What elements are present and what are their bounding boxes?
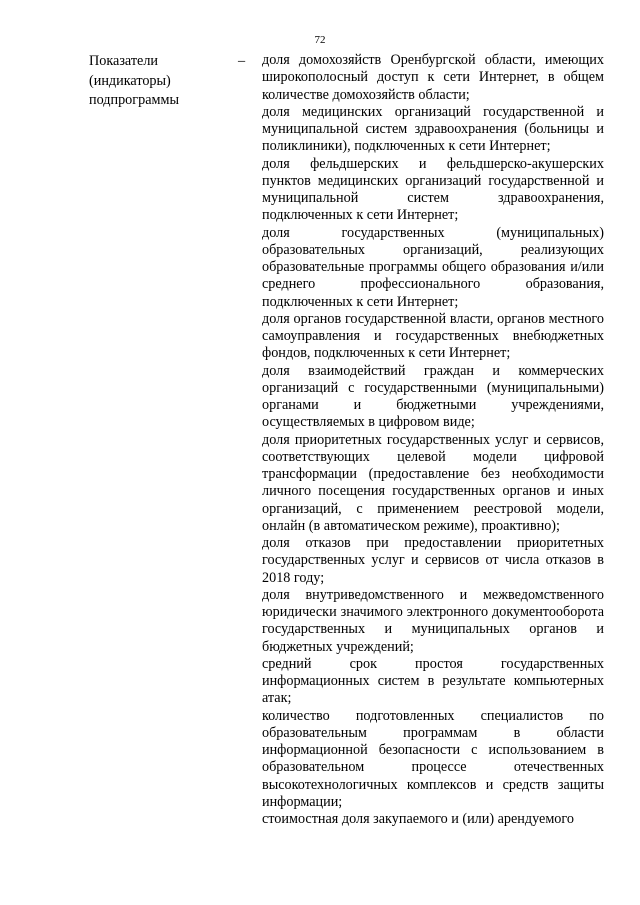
indicator-item: доля внутриведомственного и межведомственного юридически значимого электронного документооборота государственных и муниципальных органов и бюджетных учреждений; xyxy=(262,586,604,655)
indicators-label-line: Показатели xyxy=(89,53,159,69)
indicator-item: средний срок простоя государственных информационных систем в результате компьютерных атак; xyxy=(262,655,604,707)
indicator-item: стоимостная доля закупаемого и (или) арендуемого xyxy=(262,811,574,827)
indicator-item: доля взаимодействий граждан и коммерческих организаций с государственными (муниципальными) органами и бюджетными учреждениями, осуществляемых в цифровом виде; xyxy=(262,362,604,431)
indicator-item: доля медицинских организаций государственной и муниципальной систем здравоохранения (больницы и поликлиники), подключенных к сети Интернет; xyxy=(262,103,604,155)
indicator-item: доля отказов при предоставлении приоритетных государственных услуг и сервисов от числа отказов в 2018 году; xyxy=(262,535,604,586)
indicator-item: доля государственных (муниципальных) образовательных организаций, реализующих образовательные программы общего образования и/или среднего профессионального образования, подключенных к сети Интернет; xyxy=(262,224,604,310)
indicator-item: доля приоритетных государственных услуг и сервисов, соответствующих целевой модели цифровой трансформации (предоставление без необходимости личного посещения государственных органов и иных организаций, с применением реестровой модели, онлайн (в автоматическом режиме), проактивно); xyxy=(262,431,604,534)
indicators-label xyxy=(89,52,229,111)
separator-dash: – xyxy=(238,53,246,69)
indicator-item: доля органов государственной власти, органов местного самоуправления и государственных внебюджетных фондов, подключенных к сети Интернет; xyxy=(262,310,604,362)
indicator-item: доля домохозяйств Оренбургской области, имеющих широкополосный доступ к сети Интернет, в общем количестве домохозяйств области; xyxy=(262,52,604,103)
page-number: 72 xyxy=(314,34,326,46)
indicator-item: количество подготовленных специалистов по образовательным программам в области информационной безопасности с использованием в образовательном процессе отечественных высокотехнологичных комплексов и средств защиты информации; xyxy=(262,707,604,810)
indicator-item: доля фельдшерских и фельдшерско-акушерских пунктов медицинских организаций государственной и муниципальной систем здравоохранения, подключенных к сети Интернет; xyxy=(262,155,604,224)
indicators-label-line: (индикаторы) xyxy=(89,72,171,89)
indicators-list xyxy=(262,52,604,828)
indicators-label-line: подпрограммы xyxy=(89,92,179,108)
